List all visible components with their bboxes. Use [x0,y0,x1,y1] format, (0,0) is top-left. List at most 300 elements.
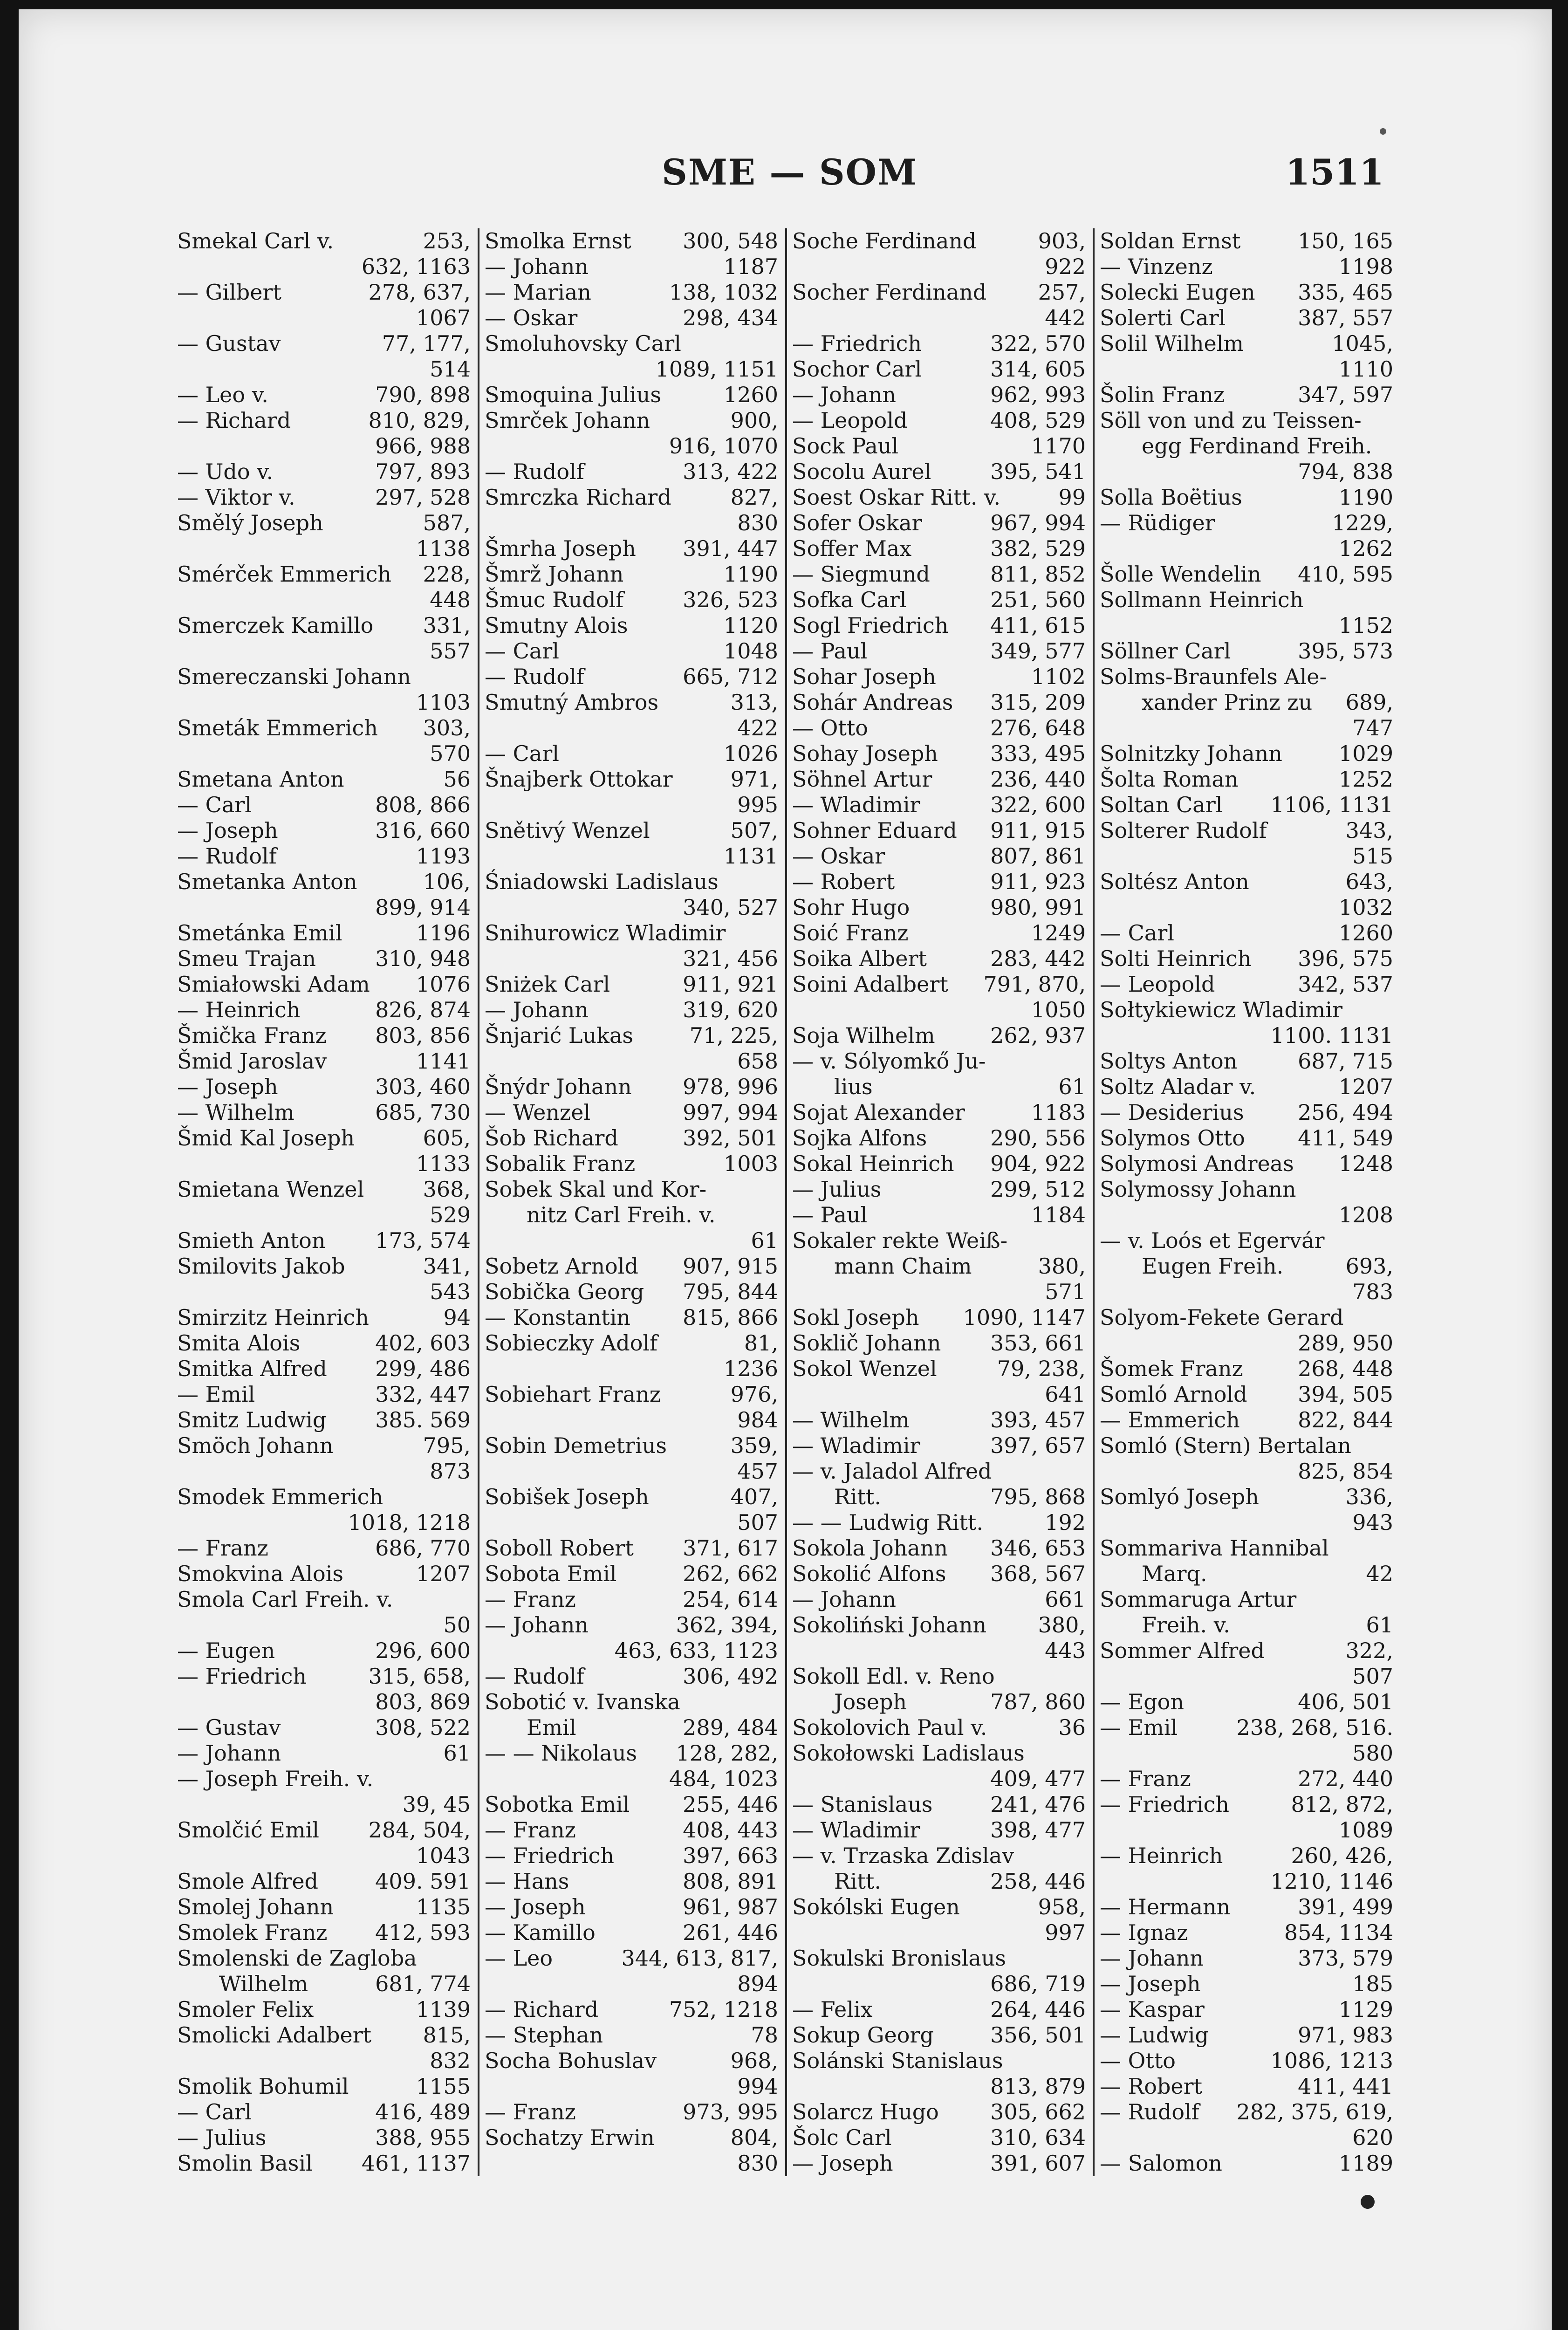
entry-name: — Emil [177,1382,255,1407]
entry-pages: 815, [423,2022,471,2048]
index-entry [177,1023,471,1048]
entry-pages: 1249 [1031,920,1086,946]
entry-name: Wilhelm [219,1971,308,1996]
entry-pages: 1141 [416,1048,471,1074]
entry-name: Joseph [834,1689,907,1714]
entry-name: — Wenzel [485,1100,591,1125]
entry-name: Sollmann Heinrich [1100,587,1304,612]
entry-name: — Siegmund [792,562,930,587]
entry-name: Soche Ferdinand [792,228,977,254]
entry-name: Soffer Max [792,536,912,561]
entry-name: — Julius [177,2125,267,2150]
entry-pages: 980, 991 [990,895,1086,920]
entry-name: Smieth Anton [177,1228,326,1253]
entry-pages: 255, 446 [683,1792,778,1817]
index-entry [792,1510,1086,1535]
entry-pages: 894 [737,1971,778,1996]
entry-name: mann Chaim [834,1254,972,1279]
index-entry [792,1587,1086,1612]
entry-name: Smělý Joseph [177,510,323,535]
index-entry [1100,305,1393,331]
entry-pages: 303, [423,715,471,740]
index-entry [1100,767,1393,792]
entry-pages: 1102 [1031,664,1086,689]
entry-name: Somló Arnold [1100,1382,1247,1407]
column-rule [1093,228,1095,2176]
entry-pages: 258, 446 [990,1869,1086,1894]
entry-name: Šolta Roman [1100,767,1239,792]
entry-pages: 106, [423,869,471,894]
index-entry [1100,895,1393,920]
index-entry [177,485,471,510]
entry-pages: 1067 [416,305,471,330]
entry-pages: 253, [423,228,471,254]
entry-pages: 391, 447 [683,536,778,561]
entry-pages: 346, 653 [990,1535,1086,1561]
entry-pages: 385. 569 [375,1407,471,1432]
index-entry [792,1356,1086,1382]
entry-pages: 344, 613, 817, [621,1946,778,1971]
entry-name: nitz Carl Freih. v. [527,1202,716,1227]
entry-name: Socolu Aurel [792,459,931,484]
index-entry [485,1356,778,1382]
index-entry [177,1074,471,1100]
entry-name: — Johann [485,997,589,1022]
entry-pages: 321, 456 [683,946,778,971]
index-entry [177,690,471,715]
entry-pages: 397, 657 [990,1433,1086,1458]
entry-pages: 402, 603 [375,1330,471,1356]
entry-pages: 571 [1045,1279,1086,1304]
entry-name: — Joseph [1100,1971,1201,1996]
index-column-4 [1100,228,1393,2176]
index-entry [177,2074,471,2099]
entry-name: Sobieczky Adolf [485,1330,658,1356]
entry-name: Soest Oskar Ritt. v. [792,485,1001,510]
entry-name: — Franz [485,1587,576,1612]
index-entry [1100,1151,1393,1177]
entry-name: — Heinrich [1100,1843,1223,1868]
entry-pages: 1090, 1147 [963,1305,1086,1330]
index-entry [177,2048,471,2074]
entry-pages: 795, 844 [683,1279,778,1304]
entry-pages: 278, 637, [368,280,471,305]
entry-name: — — Ludwig Ritt. [792,1510,983,1535]
index-entry [1100,1074,1393,1100]
entry-name: Solymossy Johann [1100,1177,1296,1202]
entry-pages: 236, 440 [990,767,1086,792]
index-entry [485,382,778,408]
entry-name: Šmid Kal Joseph [177,1125,355,1151]
index-entry [1100,2125,1393,2151]
index-entry [177,1305,471,1330]
index-entry [792,485,1086,510]
entry-name: Ritt. [834,1869,881,1894]
index-entry [485,1100,778,1125]
entry-name: — Wladimir [792,1433,920,1458]
entry-name: — Rudolf [485,664,584,689]
entry-pages: 94 [443,1305,471,1330]
entry-pages: 39, 45 [402,1792,471,1817]
index-entry [485,1254,778,1279]
entry-name: Smolčić Emil [177,1817,320,1843]
entry-name: Socher Ferdinand [792,280,987,305]
index-entry [485,1766,778,1792]
entry-name: Emil [527,1715,576,1740]
entry-name: Solms-Braunfels Ale- [1100,664,1327,689]
entry-pages: 395, 541 [990,459,1086,484]
entry-pages: 1003 [723,1151,778,1176]
entry-name: — Johann [792,382,897,407]
entry-name: Smole Alfred [177,1869,318,1894]
entry-name: Solerti Carl [1100,305,1226,330]
entry-pages: 299, 486 [375,1356,471,1381]
entry-pages: 138, 1032 [669,280,778,305]
index-entry [177,1330,471,1356]
entry-name: Sokolić Alfons [792,1561,946,1586]
index-entry [177,1792,471,1817]
entry-name: Soltys Anton [1100,1048,1238,1074]
entry-pages: 299, 512 [990,1177,1086,1202]
entry-pages: 61 [1366,1612,1393,1638]
entry-name: Soltz Aladar v. [1100,1074,1256,1099]
entry-name: Soklič Johann [792,1330,941,1356]
index-entry [792,1228,1086,1254]
index-columns [177,228,1393,2186]
index-entry [485,1459,778,1484]
index-entry [485,1869,778,1894]
entry-pages: 807, 861 [990,843,1086,869]
index-entry [1100,1125,1393,1151]
entry-name: — v. Trzaska Zdislav [792,1843,1014,1868]
entry-name: — Egon [1100,1689,1184,1714]
index-entry [1100,1638,1393,1664]
index-entry [485,1587,778,1612]
entry-name: — Robert [1100,2074,1203,2099]
index-entry [177,305,471,331]
entry-name: Smietana Wenzel [177,1177,364,1202]
entry-pages: 1120 [723,613,778,638]
index-entry [177,895,471,920]
entry-name: — Kaspar [1100,1997,1205,2022]
entry-pages: 922 [1045,254,1086,279]
entry-pages: 411, 549 [1298,1125,1393,1151]
index-entry [485,972,778,997]
index-entry [485,1151,778,1177]
entry-name: Šmička Franz [177,1023,327,1048]
entry-pages: 78 [751,2022,778,2048]
entry-pages: 322, 600 [990,792,1086,817]
entry-pages: 795, 868 [990,1484,1086,1509]
index-entry [485,2151,778,2176]
index-entry [1100,1971,1393,1997]
entry-name: Soltan Carl [1100,792,1223,817]
entry-name: Eugen Freih. [1142,1254,1284,1279]
entry-pages: 1193 [416,843,471,869]
entry-pages: 1029 [1338,741,1393,766]
entry-pages: 514 [430,356,471,382]
index-entry [485,613,778,638]
index-entry [485,331,778,356]
entry-pages: 282, 375, 619, [1236,2099,1393,2124]
index-entry [792,1100,1086,1125]
index-entry [485,356,778,382]
entry-name: Smolenski de Zagloba [177,1946,417,1971]
index-entry [177,638,471,664]
index-entry [792,408,1086,433]
index-entry [485,1484,778,1510]
index-entry [1100,1664,1393,1689]
entry-pages: 686, 719 [990,1971,1086,1996]
entry-pages: 808, 891 [683,1869,778,1894]
index-entry [177,1177,471,1202]
entry-name: — Johann [485,254,589,279]
entry-pages: 1139 [416,1997,471,2022]
entry-pages: 382, 529 [990,536,1086,561]
entry-name: — Rudolf [485,459,584,484]
index-entry [792,1869,1086,1894]
entry-pages: 296, 600 [375,1638,471,1663]
entry-pages: 241, 476 [990,1792,1086,1817]
entry-pages: 783 [1352,1279,1393,1304]
index-entry [1100,997,1393,1023]
entry-name: Soić Franz [792,920,909,946]
entry-pages: 380, [1038,1254,1086,1279]
entry-name: — Robert [792,869,895,894]
index-entry [485,1202,778,1228]
entry-pages: 42 [1366,1561,1393,1586]
entry-pages: 1043 [416,1843,471,1868]
entry-name: — Otto [792,715,868,740]
index-entry [792,331,1086,356]
entry-name: Söll von und zu Teissen- [1100,408,1362,433]
index-entry [792,1202,1086,1228]
entry-pages: 911, 923 [990,869,1086,894]
index-entry [177,2022,471,2048]
entry-name: — Konstantin [485,1305,631,1330]
entry-pages: 967, 994 [990,510,1086,535]
entry-name: — — Nikolaus [485,1741,637,1766]
entry-name: Sokulski Bronislaus [792,1946,1007,1971]
entry-pages: 406, 501 [1298,1689,1393,1714]
entry-pages: 283, 442 [990,946,1086,971]
entry-pages: 961, 987 [683,1894,778,1919]
index-entry [177,946,471,972]
entry-name: — Rudolf [177,843,277,869]
entry-name: Sokolovich Paul v. [792,1715,987,1740]
entry-name: — Franz [485,1817,576,1843]
index-entry [792,715,1086,741]
entry-pages: 260, 426, [1291,1843,1393,1868]
index-entry [485,459,778,485]
entry-pages: 873 [430,1459,471,1484]
entry-pages: 994 [737,2074,778,2099]
index-entry [177,587,471,613]
entry-pages: 310, 948 [375,946,471,971]
entry-pages: 411, 615 [990,613,1086,638]
entry-pages: 661 [1045,1587,1086,1612]
entry-name: Sokoll Edl. v. Reno [792,1664,995,1689]
entry-name: Sojka Alfons [792,1125,927,1151]
entry-pages: 641 [1045,1382,1086,1407]
entry-name: — Carl [177,2099,252,2124]
entry-pages: 1133 [416,1151,471,1176]
entry-pages: 693, [1345,1254,1393,1279]
index-entry [1100,1587,1393,1612]
index-entry [792,741,1086,767]
entry-pages: 1236 [723,1356,778,1381]
entry-pages: 1190 [1338,485,1393,510]
entry-pages: 803, 869 [375,1689,471,1714]
entry-pages: 1138 [416,536,471,561]
index-entry [177,767,471,792]
entry-name: Sommariva Hannibal [1100,1535,1329,1561]
entry-name: — Johann [177,1741,281,1766]
entry-pages: 319, 620 [683,997,778,1022]
index-entry [177,843,471,869]
entry-pages: 422 [737,715,778,740]
entry-name: — Franz [485,2099,576,2124]
entry-name: — Kamillo [485,1920,596,1945]
entry-name: Soini Adalbert [792,972,948,997]
entry-pages: 356, 501 [990,2022,1086,2048]
entry-name: — Johann [792,1587,897,1612]
index-entry [485,1689,778,1715]
entry-name: Smoquina Julius [485,382,662,407]
index-entry [177,254,471,280]
index-entry [1100,972,1393,997]
entry-name: Sohár Andreas [792,690,953,715]
entry-name: — Wladimir [792,792,920,817]
index-entry [1100,1766,1393,1792]
entry-pages: 394, 505 [1298,1382,1393,1407]
index-entry [177,1279,471,1305]
index-entry [177,1766,471,1792]
entry-name: — Wilhelm [177,1100,294,1125]
index-entry [792,382,1086,408]
entry-pages: 580 [1352,1741,1393,1766]
entry-pages: 958, [1038,1894,1086,1919]
entry-name: Sokol Wenzel [792,1356,937,1381]
entry-name: Šnýdr Johann [485,1074,632,1099]
index-entry [177,1971,471,1997]
entry-pages: 689, [1345,690,1393,715]
index-entry [1100,408,1393,433]
index-entry [177,1484,471,1510]
entry-name: Smrček Johann [485,408,650,433]
index-entry [485,1612,778,1638]
entry-name: Sommer Alfred [1100,1638,1265,1663]
entry-name: Smetánka Emil [177,920,342,946]
entry-pages: 238, 268, 516. [1236,1715,1393,1740]
index-entry [485,1510,778,1535]
entry-name: Sofer Oskar [792,510,922,535]
entry-name: Soldan Ernst [1100,228,1241,254]
page-number: 1511 [1285,151,1384,193]
entry-name: Sokoliński Johann [792,1612,987,1638]
index-entry [792,767,1086,792]
entry-pages: 150, 165 [1298,228,1393,254]
index-entry [792,792,1086,818]
entry-pages: 686, 770 [375,1535,471,1561]
index-entry [792,1382,1086,1407]
entry-pages: 251, 560 [990,587,1086,612]
entry-pages: 1103 [416,690,471,715]
entry-pages: 380, [1038,1612,1086,1638]
entry-name: — Leo v. [177,382,268,407]
entry-pages: 408, 529 [990,408,1086,433]
index-entry [792,305,1086,331]
index-entry [485,536,778,562]
index-entry [792,1817,1086,1843]
entry-pages: 971, [730,767,778,792]
index-entry [1100,920,1393,946]
entry-pages: 973, 995 [683,2099,778,2124]
index-entry [792,2151,1086,2176]
entry-name: Šolc Carl [792,2125,892,2150]
entry-pages: 1050 [1031,997,1086,1022]
entry-pages: 507 [1352,1664,1393,1689]
index-entry [485,280,778,305]
entry-pages: 1248 [1338,1151,1393,1176]
index-entry [792,2099,1086,2125]
entry-pages: 396, 575 [1298,946,1393,971]
entry-pages: 391, 499 [1298,1894,1393,1919]
entry-name: Smutny Alois [485,613,628,638]
entry-pages: 340, 527 [683,895,778,920]
entry-pages: 1262 [1338,536,1393,561]
entry-pages: 332, 447 [375,1382,471,1407]
index-entry [177,1382,471,1407]
index-entry [485,433,778,459]
entry-pages: 36 [1058,1715,1086,1740]
entry-pages: 262, 662 [683,1561,778,1586]
book-page [19,9,1552,2330]
index-entry [485,2099,778,2125]
index-entry [485,1305,778,1330]
index-entry [1100,1997,1393,2022]
entry-pages: 747 [1352,715,1393,740]
index-entry [177,459,471,485]
entry-name: egg Ferdinand Freih. [1142,433,1372,459]
entry-pages: 315, 658, [368,1664,471,1689]
entry-pages: 1100. 1131 [1270,1023,1393,1048]
entry-pages: 368, 567 [990,1561,1086,1586]
entry-pages: 264, 446 [990,1997,1086,2022]
column-rule [785,228,787,2176]
entry-pages: 1183 [1031,1100,1086,1125]
index-entry [177,1946,471,1971]
entry-name: — Wladimir [792,1817,920,1843]
entry-name: Snihurowicz Wladimir [485,920,726,946]
entry-pages: 77, 177, [382,331,471,356]
entry-pages: 333, 495 [990,741,1086,766]
entry-pages: 336, [1345,1484,1393,1509]
entry-name: — Paul [792,638,868,664]
entry-pages: 685, 730 [375,1100,471,1125]
index-entry [485,1279,778,1305]
entry-pages: 192 [1045,1510,1086,1535]
entry-name: — Leopold [1100,972,1215,997]
index-entry [177,1048,471,1074]
entry-pages: 306, 492 [683,1664,778,1689]
entry-pages: 681, 774 [375,1971,471,1996]
entry-pages: 854, 1134 [1284,1920,1393,1945]
entry-name: Šnjarić Lukas [485,1023,633,1048]
entry-pages: 228, [423,562,471,587]
entry-pages: 290, 556 [990,1125,1086,1151]
index-entry [177,1125,471,1151]
